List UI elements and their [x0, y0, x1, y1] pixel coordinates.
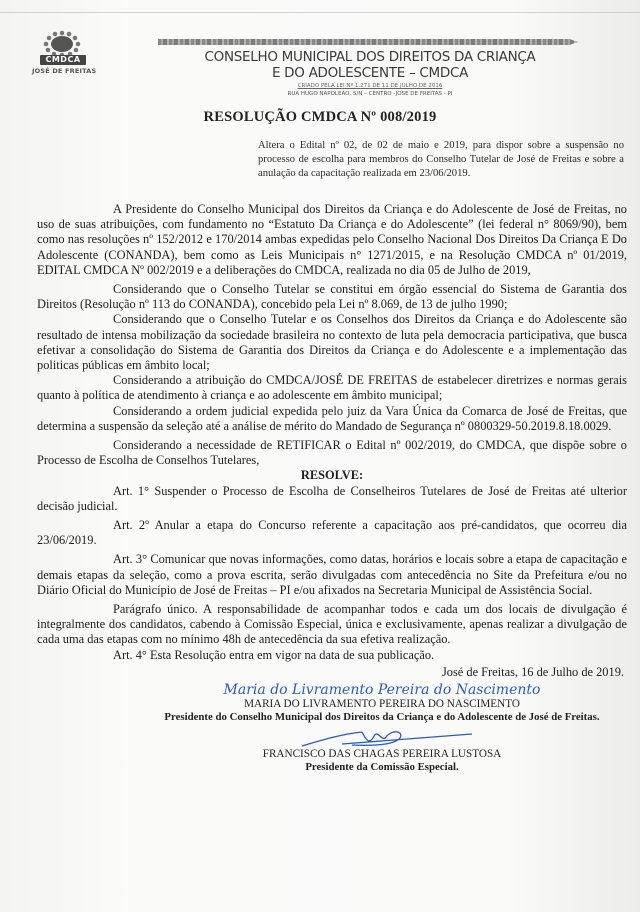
consideration: Considerando que o Conselho Tutelar e os Conselhos dos Direitos da Criança e do Adolescente são resultado de intensa mobilização da sociedade brasileira no contexto de luta pela democracia participativa, que busca efetivar a consolidação do Sistema de Garantia dos Direitos da Criança e do Adolescente e a implementação das politicas públicas em âmbito local;	[37, 312, 627, 373]
letterhead	[100, 49, 640, 98]
scan-edge-line	[0, 12, 640, 13]
place-date: José de Freitas, 16 de Julho de 2019.	[441, 664, 624, 679]
signatory-2-name: FRANCISCO DAS CHAGAS PEREIRA LUSTOSA	[262, 747, 502, 760]
document-body	[37, 202, 627, 663]
signature-2-handwritten	[137, 726, 627, 748]
article: Art. 1° Suspender o Processo de Escolha de Conselheiros Tutelares de José de Freitas até ulterior decisão judicial.	[37, 483, 627, 513]
signatory-2-role: Presidente da Comissão Especial.	[305, 760, 459, 773]
org-created-by: CRIADO PELA LEI Nº 1.271 DE 11 DE JULHO DE 2016	[297, 83, 443, 89]
org-name-line2: E DO ADOLESCENTE – CMDCA	[271, 65, 469, 81]
logo-caption: JOSÉ DE FREITAS	[32, 67, 97, 75]
org-name-line1: CONSELHO MUNICIPAL DOS DIREITOS DA CRIANÇA	[204, 49, 536, 65]
header-decorative-bar	[158, 39, 578, 45]
signature-block-1	[37, 680, 627, 724]
document-title: RESOLUÇÃO CMDCA Nº 008/2019	[203, 109, 437, 125]
org-address: RUA HUGO NAPOLEÃO, S/N – CENTRO -JOSE DE FREITAS - PI	[287, 91, 453, 97]
signature-1-script: Maria do Livramento Pereira do Nascimento	[223, 681, 541, 698]
consideration: Considerando a necessidade de RETIFICAR o Edital nº 002/2019, do CMDCA, que dispõe sobre o Processo de Escolha de Conselhos Tutelares,	[37, 438, 627, 468]
signature-block-2	[37, 726, 627, 774]
resolve-heading: RESOLVE:	[300, 468, 364, 483]
preamble: A Presidente do Conselho Municipal dos Direitos da Criança e do Adolescente de José de Freitas, no uso de suas atribuições, com fundamento no “Estatuto Da Criança e do Adolescente” (lei federal n° 8069/90), bem como nas resoluções nº 152/2012 e 170/2014 ambas expedidas pelo Conselho Nacional Dos Direitos Da Criança E Do Adolescente (CONANDA), bem como as Leis Municipais n° 1271/2015, e na Resolução CMDCA nº 01/2019, EDITAL CMDCA Nº 002/2019 e a deliberações do CMDCA, realizada no dia 05 de Julho de 2019,	[37, 202, 627, 277]
paragraph-unico: Parágrafo único. A responsabilidade de acompanhar todos e cada um dos locais de divulgação é integralmente dos candidatos, cabendo à Comissão Especial, única e exclusivamente, apenas realizar a divulgação de cada uma das etapas com no mínimo 48h de antecedência da sua efetiva realização.	[37, 602, 627, 647]
document-flow	[37, 202, 627, 774]
consideration: Considerando que o Conselho Tutelar se constitui em órgão essencial do Sistema de Garantia dos Direitos (Resolução nº 113 do CONANDA), concebido pela Lei nº 8.069, de 13 de julho 1990;	[37, 282, 627, 312]
logo-wordmark: CMDCA	[40, 55, 86, 65]
signature-1-svg	[202, 680, 562, 698]
consideration: Considerando a ordem judicial expedida pelo juiz da Vara Única da Comarca de José de Freitas, que determina a suspensão da seleção até a análise de mérito do Mandado de Segurança nº 0800329-50.2019.8.18.0029.	[37, 403, 627, 433]
article: Art. 4° Esta Resolução entra em vigor na data de sua publicação.	[113, 647, 435, 662]
article: Art. 3° Comunicar que novas informações, como datas, horários e locais sobre a etapa de capacitação e demais etapas da seleção, como a prova escrita, serão divulgadas com antecedência no Site da Prefeitura e/ou no Diário Oficial do Município de José de Freitas – PI e/ou afixados na Secretaria Municipal de Assistência Social.	[37, 552, 627, 597]
ementa: Altera o Edital nº 02, de 02 de maio e 2019, para dispor sobre a suspensão no processo de escolha para membros do Conselho Tutelar de José de Freitas e sobre a anulação da capacitação realizada em 23/06/2019.	[258, 140, 624, 179]
signatory-1-name: MARIA DO LIVRAMENTO PEREIRA DO NASCIMENTO	[244, 697, 520, 710]
signature-1-handwritten	[137, 680, 627, 698]
signatory-1-role: Presidente do Conselho Municipal dos Direitos da Criança e do Adolescente de José de Freitas.	[164, 710, 600, 723]
signature-2-svg	[282, 726, 482, 748]
consideration: Considerando a atribuição do CMDCA/JOSÉ DE FREITAS de estabelecer diretrizes e normas gerais quanto à política de atendimento à criança e ao adolescente em âmbito municipal;	[37, 373, 627, 403]
article: Art. 2º Anular a etapa do Concurso referente a capacitação aos pré-candidatos, que ocorreu dia 23/06/2019.	[37, 518, 627, 548]
